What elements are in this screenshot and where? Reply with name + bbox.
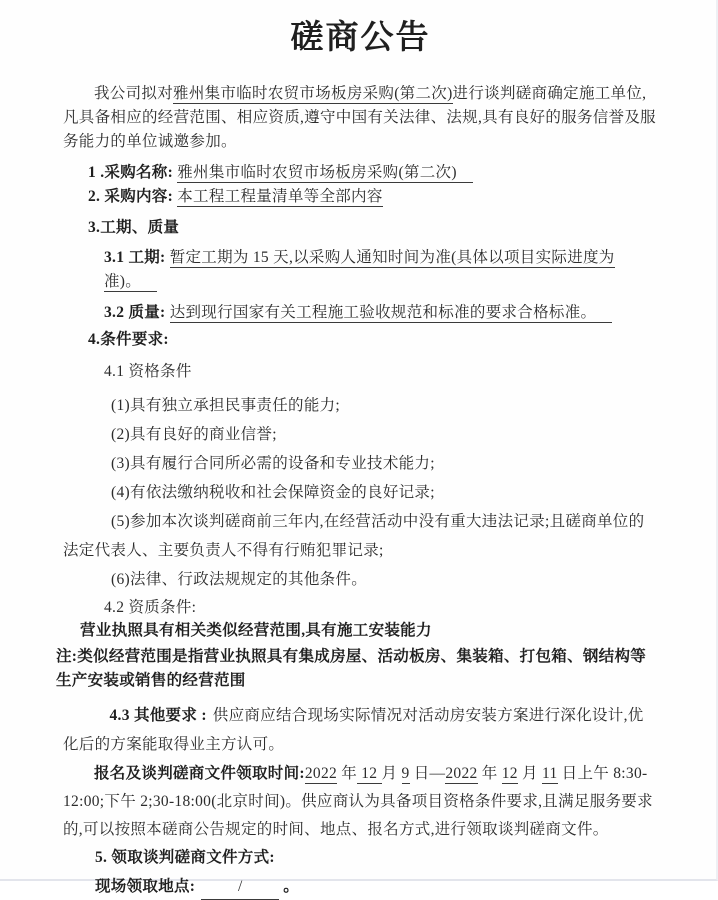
credential-heading: 4.2 资质条件: (104, 599, 197, 616)
duration-label: 3.1 工期: (104, 249, 166, 266)
registration-sep-4: 年 (477, 765, 502, 782)
condition-item-1: (1)具有独立承担民事责任的能力; (111, 397, 341, 414)
section5-heading: 5. 领取谈判磋商文件方式: (95, 849, 275, 866)
other-requirements-paragraph (63, 701, 658, 759)
intro-suffix: 进行谈判磋商确定施工单位,凡具备相应的经营范围、相应资质,遵守中国有关法律、法规,具有良好的服务信誉及服务能力的单位诚邀参加。 (63, 85, 656, 150)
registration-month-from: 12 (357, 765, 382, 782)
purchase-name-label: 1 .采购名称: (88, 164, 174, 181)
credential-note: 注:类似经营范围是指营业执照具有集成房屋、活动板房、集装箱、打包箱、钢结构等生产安装或销售的经营范围 (56, 648, 647, 689)
registration-year-to: 2022 (445, 765, 478, 782)
purchase-content-value: 本工程工程量清单等全部内容 (177, 188, 383, 205)
registration-sep-2: 月 (381, 765, 402, 782)
registration-month-to: 12 (501, 765, 518, 782)
condition-item-6: (6)法律、行政法规规定的其他条件。 (111, 571, 368, 588)
pickup-location-line (95, 875, 658, 900)
registration-day-to: 11 (541, 765, 558, 782)
pickup-location-period: 。 (283, 878, 300, 895)
pickup-location-label: 现场领取地点: (95, 878, 196, 895)
purchase-content-label: 2. 采购内容: (88, 188, 174, 205)
section4-heading: 4.条件要求: (88, 331, 169, 348)
qualification-heading: 4.1 资格条件 (104, 363, 192, 380)
registration-time-paragraph (63, 760, 658, 844)
quality-label: 3.2 质量: (104, 304, 166, 321)
intro-project-name: 雅州集市临时农贸市场板房采购(第二次) (173, 85, 453, 102)
intro-paragraph (63, 82, 658, 154)
condition-item-4: (4)有依法缴纳税收和社会保障资金的良好记录; (111, 484, 435, 501)
registration-sep-5: 月 (517, 765, 542, 782)
registration-label: 报名及谈判磋商文件领取时间: (94, 765, 305, 782)
intro-prefix: 我公司拟对 (94, 85, 174, 102)
duration-value: 暂定工期为 15 天,以采购人通知时间为准(具体以项目实际进度为准)。 (104, 249, 615, 290)
purchase-name-line (88, 161, 658, 185)
quality-line (104, 301, 658, 325)
pickup-location-slash: / (237, 878, 243, 895)
purchase-content-line (88, 185, 658, 209)
registration-year-from: 2022 (304, 765, 338, 782)
registration-sep-1: 年 (337, 765, 358, 782)
registration-day-from: 9 (401, 765, 410, 782)
pickup-location-blank (201, 875, 279, 900)
condition-item-3: (3)具有履行合同所必需的设备和专业技术能力; (111, 455, 435, 472)
credential-content: 营业执照具有相关类似经营范围,具有施工安装能力 (80, 622, 432, 639)
quality-value: 达到现行国家有关工程施工验收规范和标准的要求合格标准。 (170, 304, 613, 323)
registration-rest: 日上午 8:30-12:00;下午 2;30-18:00(北京时间)。供应商认为具备项目资格条件要求,且满足服务要求的,可以按照本磋商公告规定的时间、地点、报名方式,进行领取谈判磋商文件。 (63, 765, 653, 838)
duration-line (104, 246, 658, 294)
condition-item-2: (2)具有良好的商业信誉; (111, 426, 277, 443)
condition-item-5: (5)参加本次谈判磋商前三年内,在经营活动中没有重大违法记录;且磋商单位的法定代表人、主要负责人不得有行贿犯罪记录; (63, 513, 645, 559)
other-requirements-label: 4.3 其他要求 : (109, 707, 207, 724)
qualification-conditions (63, 391, 658, 594)
section3-heading: 3.工期、质量 (88, 219, 180, 236)
registration-sep-3: 日— (409, 765, 446, 782)
document-title: 磋商公告 (290, 20, 431, 56)
other-requirements-content: 供应商应结合现场实际情况对活动房安装方案进行深化设计,优化后的方案能取得业主方认可。 (63, 707, 644, 753)
purchase-name-value: 雅州集市临时农贸市场板房采购(第二次) (177, 164, 473, 183)
